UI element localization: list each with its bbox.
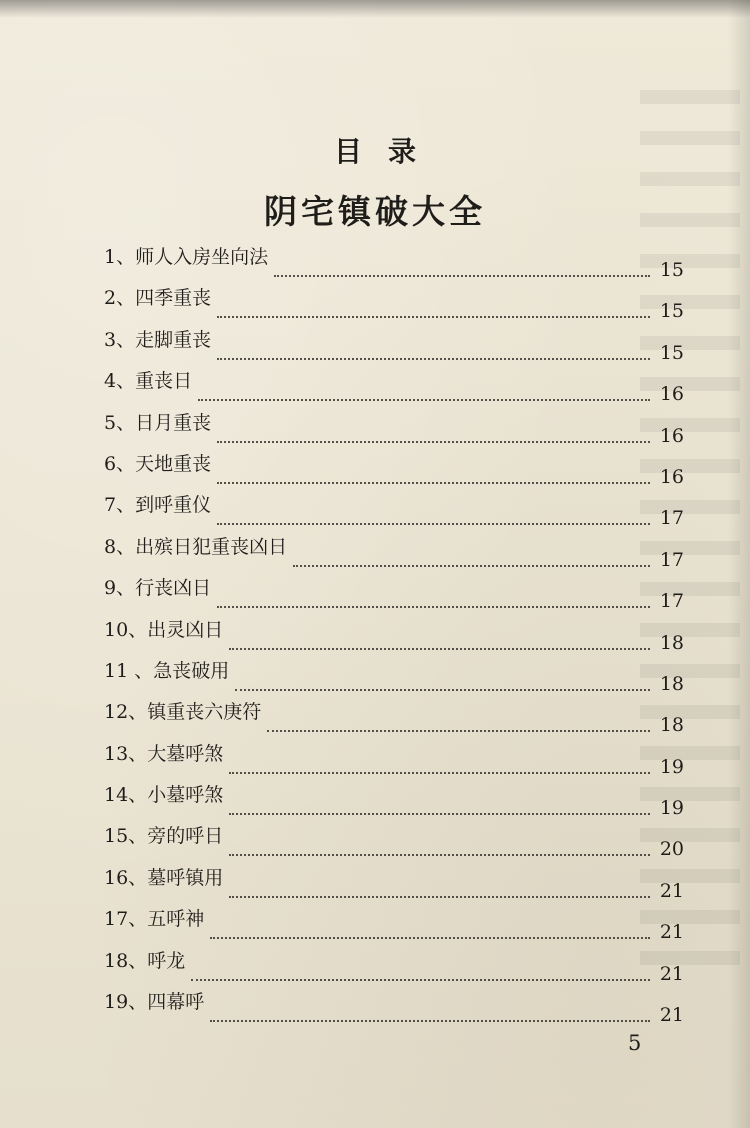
entry-number: 4、: [104, 370, 136, 393]
page-top-shadow: [0, 0, 750, 18]
table-of-contents: [104, 242, 684, 1028]
entry-number: 17、: [104, 908, 148, 931]
entry-title: 墓呼镇用: [147, 866, 224, 889]
entry-page-number: 17: [659, 507, 684, 530]
toc-entry[interactable]: [104, 946, 684, 987]
entry-title: 大墓呼煞: [147, 742, 224, 765]
toc-entry[interactable]: [104, 863, 684, 904]
entry-page-number: 15: [659, 341, 684, 364]
book-title: 阴宅镇破大全: [264, 192, 486, 231]
toc-entry[interactable]: [104, 821, 684, 862]
entry-title: 走脚重丧: [135, 328, 212, 351]
dot-leader: [217, 334, 650, 360]
dot-leader: [217, 417, 650, 443]
toc-entry[interactable]: [104, 739, 684, 780]
toc-entry[interactable]: [104, 697, 684, 738]
entry-title: 到呼重仪: [135, 494, 212, 517]
entry-number: 1、: [104, 246, 136, 268]
entry-number: 10、: [104, 618, 148, 641]
toc-entry[interactable]: [104, 987, 684, 1028]
toc-entry[interactable]: [104, 615, 684, 656]
entry-title: 出殡日犯重丧凶日: [135, 535, 288, 558]
dot-leader: [229, 789, 650, 815]
toc-entry[interactable]: [104, 242, 684, 283]
toc-entry[interactable]: [104, 283, 684, 324]
entry-page-number: 19: [659, 797, 684, 820]
entry-title: 四季重丧: [135, 287, 212, 310]
entry-page-number: 18: [659, 631, 684, 654]
entry-page-number: 18: [659, 714, 684, 737]
toc-entry[interactable]: [104, 325, 684, 366]
toc-entry[interactable]: [104, 656, 684, 697]
toc-entry[interactable]: [104, 532, 684, 573]
toc-entry[interactable]: [104, 780, 684, 821]
entry-number: 5、: [104, 411, 136, 434]
entry-title: 旁的呼日: [147, 825, 224, 848]
toc-entry[interactable]: [104, 904, 684, 945]
entry-number: 19、: [104, 991, 148, 1014]
toc-entry[interactable]: [104, 490, 684, 531]
entry-title: 出灵凶日: [147, 618, 224, 641]
toc-entry[interactable]: [104, 449, 684, 490]
dot-leader: [235, 665, 650, 691]
entry-title: 师人入房坐向法: [135, 246, 269, 268]
dot-leader: [229, 872, 650, 898]
entry-number: 14、: [104, 784, 148, 807]
entry-title: 重丧日: [135, 370, 193, 393]
entry-number: 7、: [104, 494, 136, 517]
dot-leader: [293, 541, 650, 567]
entry-number: 15、: [104, 825, 148, 848]
entry-page-number: 20: [659, 838, 684, 861]
dot-leader: [274, 251, 650, 277]
entry-page-number: 19: [659, 755, 684, 778]
entry-title: 急丧破用: [153, 659, 230, 682]
entry-page-number: 21: [659, 921, 684, 944]
entry-page-number: 21: [659, 962, 684, 985]
entry-page-number: 18: [659, 672, 684, 695]
entry-page-number: 15: [659, 259, 684, 281]
dot-leader: [229, 748, 650, 774]
entry-title: 日月重丧: [135, 411, 212, 434]
entry-page-number: 17: [659, 590, 684, 613]
dot-leader: [210, 913, 650, 939]
entry-title: 四幕呼: [147, 991, 205, 1014]
entry-number: 18、: [104, 949, 148, 972]
dot-leader: [217, 582, 650, 608]
dot-leader: [229, 830, 650, 856]
entry-page-number: 16: [659, 383, 684, 406]
entry-number: 8、: [104, 535, 136, 558]
page-folio-number: 5: [628, 1031, 642, 1055]
entry-title: 五呼神: [147, 908, 205, 931]
entry-title: 小墓呼煞: [147, 784, 224, 807]
dot-leader: [229, 624, 650, 650]
dot-leader: [217, 499, 650, 525]
toc-entry[interactable]: [104, 573, 684, 614]
dot-leader: [217, 292, 650, 318]
dot-leader: [217, 458, 650, 484]
entry-number: 3、: [104, 328, 136, 351]
entry-page-number: 21: [659, 879, 684, 902]
entry-number: 11 、: [104, 659, 154, 682]
toc-entry[interactable]: [104, 408, 684, 449]
section-title: 目录: [333, 135, 442, 168]
dot-leader: [198, 375, 650, 401]
entry-number: 2、: [104, 287, 136, 310]
entry-page-number: 21: [659, 1004, 684, 1027]
dot-leader: [210, 996, 650, 1022]
entry-number: 9、: [104, 577, 136, 600]
entry-number: 12、: [104, 701, 148, 724]
entry-number: 16、: [104, 866, 148, 889]
entry-title: 呼龙: [147, 949, 186, 972]
entry-page-number: 16: [659, 465, 684, 488]
entry-title: 行丧凶日: [135, 577, 212, 600]
entry-page-number: 16: [659, 424, 684, 447]
toc-entry[interactable]: [104, 366, 684, 407]
entry-number: 13、: [104, 742, 148, 765]
entry-page-number: 15: [659, 300, 684, 323]
entry-title: 天地重丧: [135, 452, 212, 475]
dot-leader: [267, 706, 650, 732]
entry-page-number: 17: [659, 548, 684, 571]
entry-title: 镇重丧六庚符: [147, 701, 262, 724]
dot-leader: [191, 955, 650, 981]
entry-number: 6、: [104, 452, 136, 475]
